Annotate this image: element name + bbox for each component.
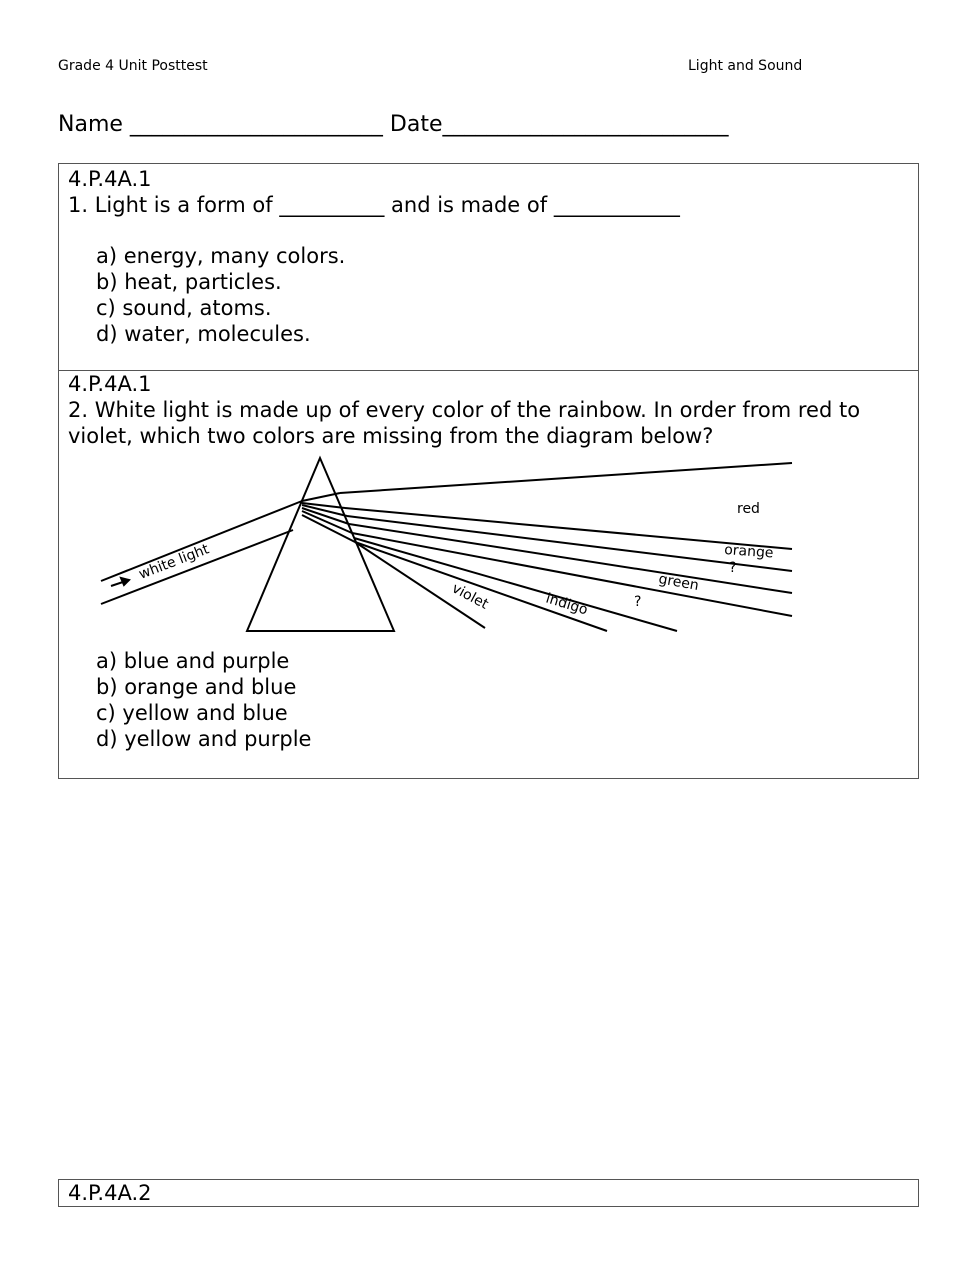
question-2-standard: 4.P.4A.1 bbox=[68, 372, 152, 396]
violet-label: violet bbox=[449, 580, 491, 613]
red-label: red bbox=[737, 501, 760, 517]
question-1-option-b[interactable]: b) heat, particles. bbox=[96, 270, 282, 294]
name-date-line: Name _______________________ Date__________________________ bbox=[58, 112, 729, 137]
question-1-standard: 4.P.4A.1 bbox=[68, 167, 152, 191]
prism-dispersion-diagram bbox=[97, 453, 797, 633]
header-left-title: Grade 4 Unit Posttest bbox=[58, 58, 208, 74]
green-label: green bbox=[657, 571, 700, 594]
missing-color-1-label: ? bbox=[729, 560, 737, 576]
question-2-box bbox=[58, 370, 919, 779]
question-1-box bbox=[58, 163, 919, 371]
header-right-title: Light and Sound bbox=[688, 58, 803, 74]
prism-shape bbox=[247, 458, 394, 631]
question-2-option-a[interactable]: a) blue and purple bbox=[96, 649, 290, 673]
missing-color-2-label: ? bbox=[634, 594, 642, 610]
question-3-box bbox=[58, 1179, 919, 1207]
question-2-text: 2. White light is made up of every color of the rainbow. In order from red to violet, which two colors are missing from the diagram below? bbox=[68, 398, 861, 448]
question-2-option-c[interactable]: c) yellow and blue bbox=[96, 701, 288, 725]
question-3-standard: 4.P.4A.2 bbox=[68, 1181, 152, 1205]
question-1-option-d[interactable]: d) water, molecules. bbox=[96, 322, 311, 346]
question-2-option-b[interactable]: b) orange and blue bbox=[96, 675, 297, 699]
question-2-option-d[interactable]: d) yellow and purple bbox=[96, 727, 312, 751]
question-1-options bbox=[96, 243, 345, 347]
white-light-label: white light bbox=[136, 541, 212, 583]
orange-label: orange bbox=[723, 542, 774, 562]
question-1-text: 1. Light is a form of __________ and is made of ____________ bbox=[68, 193, 680, 217]
indigo-label: indigo bbox=[543, 590, 590, 619]
question-1-option-c[interactable]: c) sound, atoms. bbox=[96, 296, 272, 320]
question-1-option-a[interactable]: a) energy, many colors. bbox=[96, 244, 346, 268]
question-2-options bbox=[96, 648, 311, 752]
